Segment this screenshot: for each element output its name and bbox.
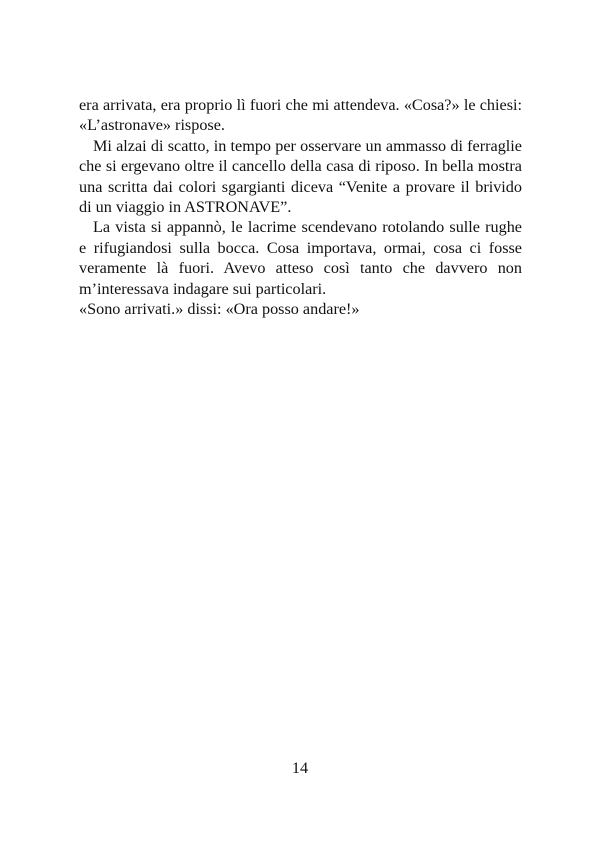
paragraph-tears: La vista si appannò, le lacrime scendevano rotolando sulle rughe e rifugiandosi sulla bocca. Cosa importava, ormai, cosa ci fosse veramente là fuori. Avevo atteso così tanto che davvero non m’interessava indagare sui particolari. <box>79 218 522 298</box>
page-body <box>79 95 522 319</box>
page-number: 14 <box>291 759 309 777</box>
paragraph-final-line: «Sono arrivati.» dissi: «Ora posso andare!» <box>79 300 360 319</box>
paragraph-astronave-sighting: Mi alzai di scatto, in tempo per osservare un ammasso di ferraglie che si ergevano oltre il cancello della casa di riposo. In bella mostra una scritta dai colori sgargianti diceva “Venite a provare il brivido di un viaggio in ASTRONAVE”. <box>79 136 522 217</box>
paragraph-continuation: era arrivata, era proprio lì fuori che mi attendeva. «Cosa?» le chiesi: «L’astronave» rispose. <box>79 96 522 135</box>
